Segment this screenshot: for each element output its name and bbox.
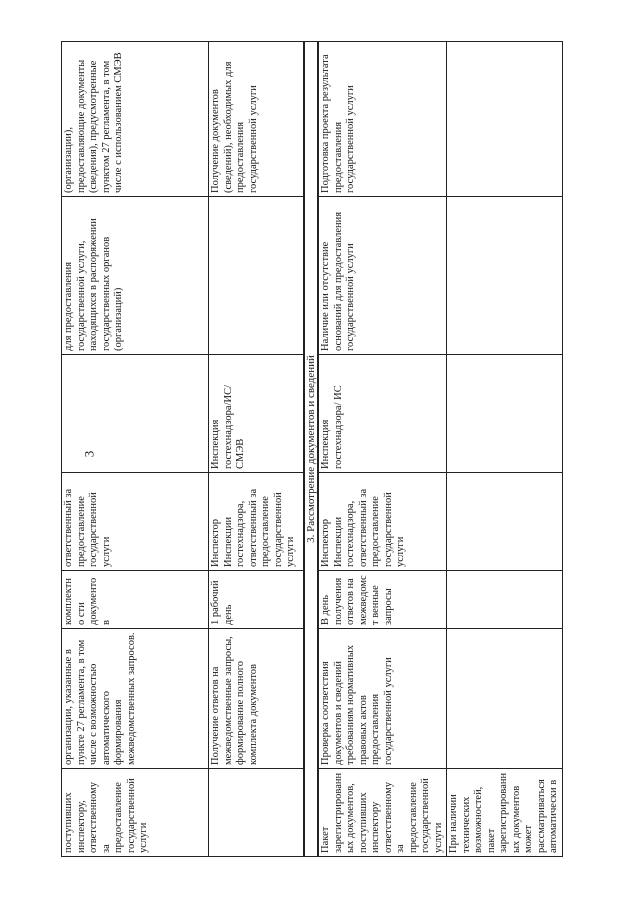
table-row (447, 42, 563, 857)
section-header-row (304, 42, 319, 857)
cell-system: Инспекция гостехнадзора/ИС/ СМЭВ (209, 355, 304, 473)
table-row (318, 42, 447, 857)
table-row (62, 42, 209, 857)
cell-action: Получение ответов на межведомственные запросы, формирование полного комплекта документов (209, 629, 304, 769)
cell-criteria: для предоставления государственной услуги, находящихся в распоряжении государственных органов (организаций) (62, 197, 209, 355)
cell-term: комплектно сти документов (62, 571, 209, 629)
cell-system: Инспекция гостехнадзора/ ИС (318, 355, 447, 473)
rotated-page (61, 42, 559, 857)
cell-criteria: Наличие или отсутствие оснований для предоставления государственной услуги (318, 197, 447, 355)
cell-criteria (447, 197, 563, 355)
table-row (209, 42, 304, 857)
cell-system (62, 355, 209, 473)
cell-responsible (447, 473, 563, 571)
page-number: 3 (81, 450, 97, 458)
cell-incoming-docs: При наличии технических возможностей, пакет зарегистрированных документов может рассматриваться автоматически в (447, 769, 563, 857)
cell-result: (организации), предоставляющие документы (сведения), предусмотренные пунктом 27 регламента, в том числе с использованием СМЭВ (62, 42, 209, 197)
cell-result: Получение документов (сведений), необходимых для предоставления государственной услуги (209, 42, 304, 197)
cell-action: организации, указанные в пункте 27 регламента, в том числе с возможностью автоматического формирования межведомственных запросов. (62, 629, 209, 769)
cell-action: Проверка соответствия документов и сведений требованиям нормативных правовых актов предоставления государственной услуги (318, 629, 447, 769)
cell-term (447, 571, 563, 629)
cell-responsible: Инспектор Инспекции гостехнадзора, ответственный за предоставление государственной услуги (209, 473, 304, 571)
cell-responsible: ответственный за предоставление государственной услуги (62, 473, 209, 571)
cell-result (447, 42, 563, 197)
cell-term: 1 рабочий день (209, 571, 304, 629)
procedure-table (61, 41, 563, 857)
cell-incoming-docs: Пакет зарегистрированных документов, поступивших инспектору ответственному за предоставление государственной услуги (318, 769, 447, 857)
cell-term: В день получения ответов на межведомст венные запросы (318, 571, 447, 629)
cell-action (447, 629, 563, 769)
cell-criteria (209, 197, 304, 355)
cell-incoming-docs (209, 769, 304, 857)
cell-responsible: Инспектор Инспекции гостехнадзора, ответственный за предоставление государственной услуги (318, 473, 447, 571)
section-header: 3. Рассмотрение документов и сведений (304, 42, 319, 857)
cell-system (447, 355, 563, 473)
cell-result: Подготовка проекта результата предоставления государственной услуги (318, 42, 447, 197)
cell-incoming-docs: поступивших инспектору, ответственному за предоставление государственной услуги (62, 769, 209, 857)
